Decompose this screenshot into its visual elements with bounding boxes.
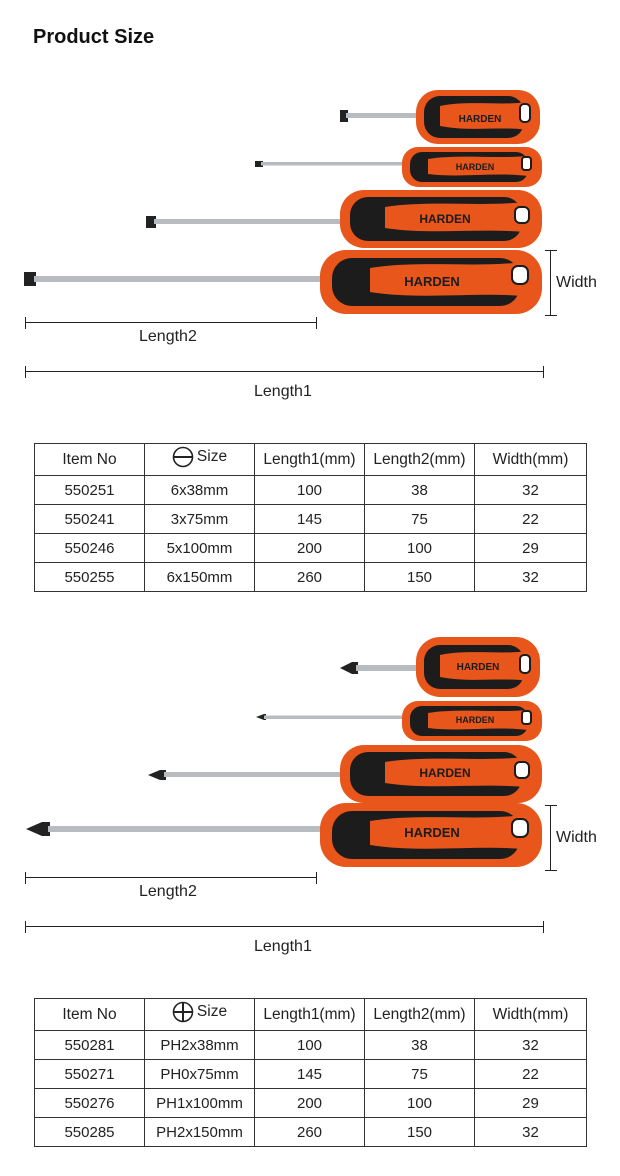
cell-width: 29 [475,1089,587,1118]
header-size [145,444,255,476]
cell-length1: 100 [255,1031,365,1060]
header-width: Width(mm) [475,999,587,1031]
brand-logo: HARDEN [458,114,502,125]
header-length1: Length1(mm) [255,999,365,1031]
header-size-label: Size [196,1003,228,1020]
brand-logo: HARDEN [404,274,460,289]
cell-width: 22 [475,505,587,534]
width-label: Width [556,829,597,846]
screwdriver-phillips-75 [256,701,542,741]
brand-logo: HARDEN [404,825,460,840]
cell-length1: 145 [255,1060,365,1089]
cell-length1: 200 [255,534,365,563]
brand-logo: HARDEN [455,162,495,172]
table-header-row [35,999,587,1031]
cell-length1: 145 [255,505,365,534]
header-size [145,999,255,1031]
brand-logo: HARDEN [456,662,500,673]
cell-length2: 100 [365,534,475,563]
cell-length2: 150 [365,563,475,592]
screwdriver-phillips-100 [148,745,542,803]
cell-size: PH0x75mm [145,1060,255,1089]
cell-item-no: 550241 [35,505,145,534]
cell-item-no: 550271 [35,1060,145,1089]
slotted-tip-icon [172,446,194,468]
cell-item-no: 550281 [35,1031,145,1060]
cell-width: 29 [475,534,587,563]
header-length2: Length2(mm) [365,444,475,476]
slotted-screwdriver-diagram [0,60,620,420]
table-header-row [35,444,587,476]
table-row [35,476,587,505]
cell-width: 32 [475,1031,587,1060]
cell-length1: 200 [255,1089,365,1118]
table-row [35,534,587,563]
brand-logo: HARDEN [419,212,471,226]
cell-width: 32 [475,563,587,592]
length1-label: Length1 [254,938,312,955]
cell-item-no: 550251 [35,476,145,505]
length2-label: Length2 [139,883,197,900]
cell-size: 6x38mm [145,476,255,505]
cell-length2: 100 [365,1089,475,1118]
table-row [35,1118,587,1147]
table-row [35,1089,587,1118]
slotted-size-table [34,443,587,592]
phillips-size-table [34,998,587,1147]
table-row [35,505,587,534]
cell-length2: 75 [365,505,475,534]
cell-size: PH2x38mm [145,1031,255,1060]
slotted-screwdrivers-illustration [0,60,620,320]
phillips-tip-icon [172,1001,194,1023]
cell-size: 3x75mm [145,505,255,534]
length1-label: Length1 [254,383,312,400]
screwdriver-slotted-75 [255,147,542,187]
brand-logo: HARDEN [419,766,471,780]
cell-width: 32 [475,1118,587,1147]
screwdriver-slotted-150 [24,250,542,314]
cell-length2: 38 [365,1031,475,1060]
table-row [35,563,587,592]
header-item-no: Item No [35,444,145,476]
cell-length1: 260 [255,563,365,592]
header-item-no: Item No [35,999,145,1031]
table-row [35,1060,587,1089]
screwdriver-phillips-38 [340,637,540,697]
header-width: Width(mm) [475,444,587,476]
header-length1: Length1(mm) [255,444,365,476]
cell-size: PH2x150mm [145,1118,255,1147]
length1-dimension-marker [25,921,544,933]
cell-size: PH1x100mm [145,1089,255,1118]
cell-width: 32 [475,476,587,505]
cell-length1: 260 [255,1118,365,1147]
cell-length2: 38 [365,476,475,505]
screwdriver-phillips-150 [26,803,542,867]
cell-length1: 100 [255,476,365,505]
cell-size: 5x100mm [145,534,255,563]
cell-width: 22 [475,1060,587,1089]
header-size-label: Size [196,448,228,465]
screwdriver-slotted-38 [340,90,540,144]
page-title: Product Size [33,26,155,48]
cell-size: 6x150mm [145,563,255,592]
cell-length2: 75 [365,1060,475,1089]
width-label: Width [556,274,597,291]
cell-length2: 150 [365,1118,475,1147]
brand-logo: HARDEN [455,715,495,725]
phillips-screwdriver-diagram [0,625,620,965]
phillips-screwdrivers-illustration [0,625,620,875]
length2-label: Length2 [139,328,197,345]
length1-dimension-marker [25,366,544,378]
table-row [35,1031,587,1060]
cell-item-no: 550246 [35,534,145,563]
cell-item-no: 550255 [35,563,145,592]
cell-item-no: 550285 [35,1118,145,1147]
screwdriver-slotted-100 [146,190,542,248]
cell-item-no: 550276 [35,1089,145,1118]
header-length2: Length2(mm) [365,999,475,1031]
